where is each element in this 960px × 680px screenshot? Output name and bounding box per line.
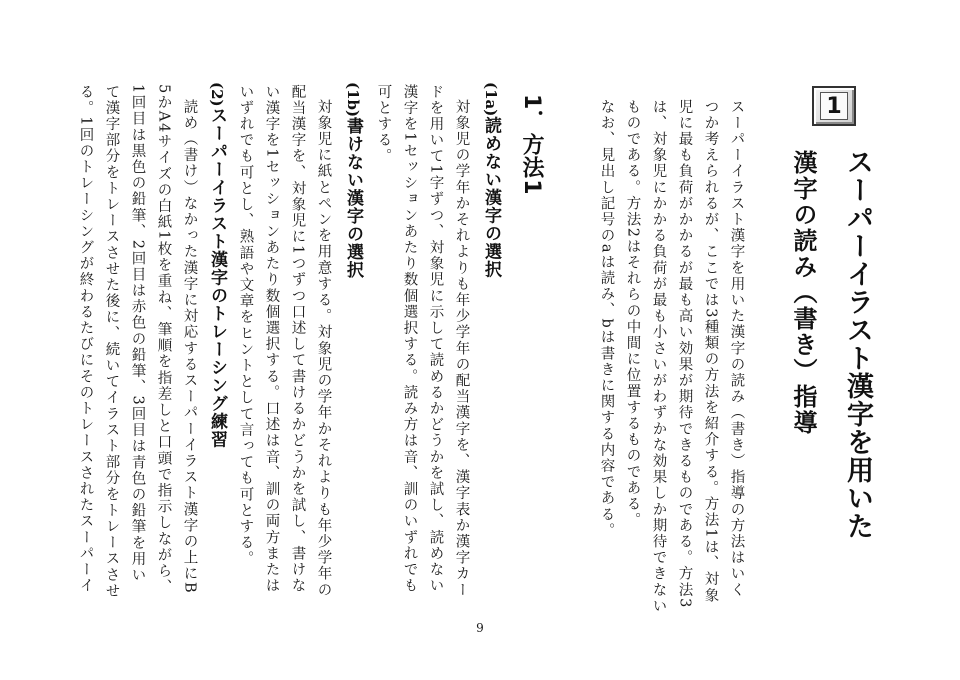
chapter-number: 1 (820, 92, 848, 120)
paragraph-line: 対象児に紙とペンを用意する。対象児の学年かそれよりも年少学年の (315, 99, 332, 599)
paragraph-line: る。1回のトレーシングが終わるたびにそのトレースされたスーパーイ (77, 84, 94, 594)
paragraph-line: 可とする。 (375, 84, 392, 165)
intro-line: 児に最も負荷がかかるが最も高い効果が期待できるものである。方法3 (676, 99, 693, 609)
page-number: 9 (476, 621, 484, 635)
section-heading: 1．方法1 (519, 94, 544, 196)
intro-line: は、対象児にかかる負荷が最も小さいがわずかな効果しか期待できない (650, 99, 667, 615)
paragraph-line: 対象児の学年かそれよりも年少学年の配当漢字を、漢字表か漢字カー (453, 99, 470, 599)
subheading-number: (1a) (482, 82, 500, 117)
chapter-title-line-2: 漢字の読み（書き）指導 (789, 150, 817, 436)
paragraph-line: いずれでも可とし、熟語や文章をヒントとして言っても可とする。 (237, 84, 254, 567)
subheading-1b (344, 82, 361, 279)
subheading-text: 書けない漢字の選択 (343, 117, 363, 280)
intro-line: なお、見出し記号のaは読み、bは書きに関する内容である。 (598, 99, 615, 539)
paragraph-line: 5かA4サイズの白紙1枚を重ね、筆順を指差しと口頭で指示しながら、 (155, 84, 172, 596)
paragraph-line: て漢字部分をトレースさせた後に、続いてイラスト部分をトレースさせ (103, 84, 120, 600)
intro-line: スーパーイラスト漢字を用いた漢字の読み（書き）指導の方法はいく (728, 99, 745, 599)
subheading-number: (1b) (344, 82, 362, 118)
intro-line: ものである。方法2はそれらの中間に位置するものである。 (624, 99, 641, 529)
subheading-1a (482, 82, 499, 278)
chapter-number-box (812, 86, 856, 126)
subheading-number: (2) (208, 82, 226, 107)
paragraph-line: 漢字を1セッションあたり数個選択する。読み方は音、訓のいずれでも (401, 84, 418, 594)
paragraph-line: 配当漢字を、対象児に1つずつ口述して書けるかどうかを試し、書けな (289, 84, 306, 594)
paragraph-line: い漢字を1セッションあたり数個選択する。口述は音、訓の両方または (263, 84, 280, 594)
chapter-title-line-1: スーパーイラスト漢字を用いた (842, 148, 873, 540)
subheading-2 (208, 82, 225, 449)
intro-line: つか考えられるが、ここでは3種類の方法を紹介する。方法1は、対象 (702, 99, 719, 604)
paragraph-line: 読め（書け）なかった漢字に対応するスーパーイラスト漢字の上にB (181, 99, 198, 595)
paragraph-line: ドを用いて1字ずつ、対象児に示して読めるかどうかを試し、読めない (427, 84, 444, 594)
subheading-text: 読めない漢字の選択 (481, 116, 501, 279)
subheading-text: スーパーイラスト漢字のトレーシング練習 (207, 106, 227, 449)
paragraph-line: 1回目は黒色の鉛筆、2回目は赤色の鉛筆、3回目は青色の鉛筆を用い (129, 84, 146, 584)
